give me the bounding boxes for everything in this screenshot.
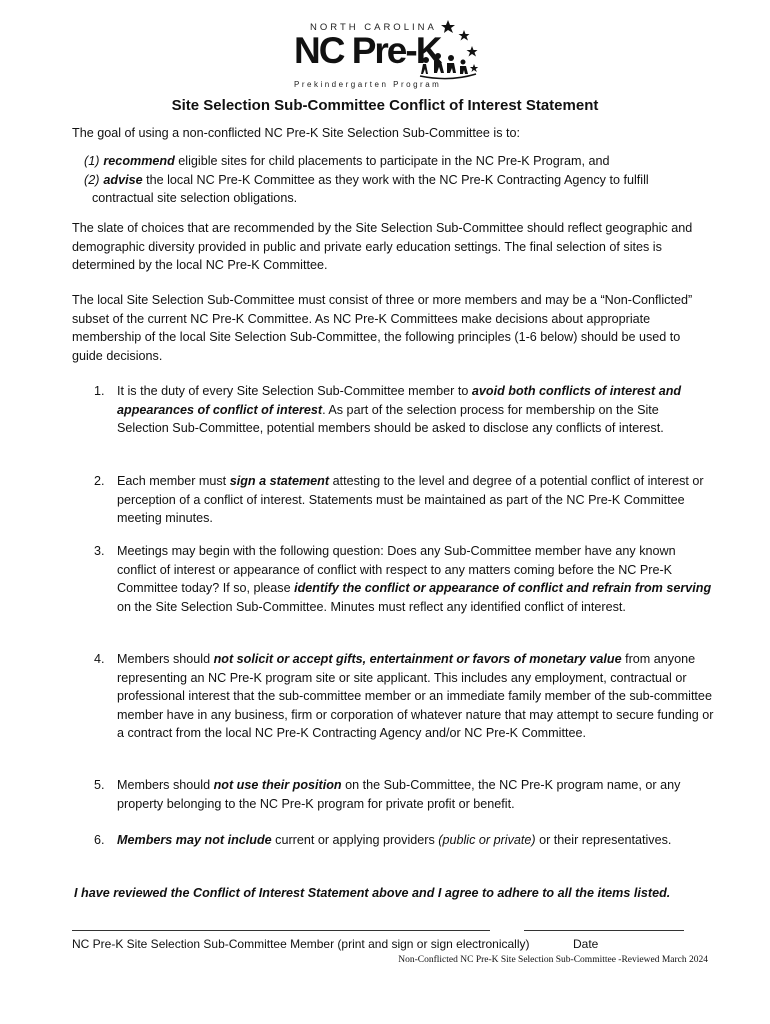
principle-italic: (public or private)	[438, 833, 536, 847]
principle-number: 3.	[94, 544, 105, 558]
principle-number: 4.	[94, 652, 105, 666]
logo-top-text: NORTH CAROLINA	[310, 22, 437, 33]
nc-prek-logo	[288, 16, 488, 98]
purpose-continuation: contractual site selection obligations.	[92, 191, 298, 205]
principle-text: on the Sub-Committee, the NC Pre-K program name, or any property belonging to the NC Pre-K program for private profit or benefit.	[117, 778, 681, 811]
page-footer: Non-Conflicted NC Pre-K Site Selection Sub-Committee -Reviewed March 2024	[398, 955, 708, 965]
principle-text: Each member must	[117, 474, 230, 488]
document-title: Site Selection Sub-Committee Conflict of Interest Statement	[171, 97, 599, 114]
principle-text: or their representatives.	[535, 833, 672, 847]
slate-paragraph: The slate of choices that are recommended by the Site Selection Sub-Committee should reflect geographic and demographic diversity provided in public and private early education settings. The final selection of sites is determined by the local NC Pre-K Committee.	[72, 221, 693, 272]
principle-item-2	[94, 472, 714, 528]
principle-text: . As part of the selection process for membership on the Site Selection Sub-Committee, potential members should be asked to disclose any conflicts of interest.	[117, 402, 664, 435]
principle-text: from anyone representing an NC Pre-K program site or site applicant. This includes any employment, contractual or professional interest that the sub-committee member or an immediate family member of the sub-committee member have in any business, firm or corporation of whatever nature that may attempt to secure funding or a contract from the local NC Pre-K Contracting Agency and/or NC Pre-K Committee.	[117, 652, 714, 740]
principle-text: Members should	[117, 652, 214, 666]
purpose-text: the local NC Pre-K Committee as they work with the NC Pre-K Contracting Agency to fulfill	[142, 172, 649, 187]
principle-item-1	[94, 382, 714, 438]
logo-main-text: NC Pre-K	[294, 30, 441, 71]
purpose-list	[84, 152, 714, 208]
purpose-label: (2)	[84, 172, 100, 187]
logo-sub-text: Prekindergarten Program	[294, 80, 442, 89]
principle-text: It is the duty of every Site Selection Sub-Committee member to	[117, 384, 472, 398]
purpose-keyword: recommend	[103, 154, 175, 168]
agreement-statement: I have reviewed the Conflict of Interest Statement above and I agree to adhere to all the items listed.	[74, 886, 671, 900]
purpose-item	[84, 152, 714, 171]
principle-emphasis: identify the conflict or appearance of conflict and refrain from serving	[294, 581, 712, 595]
principle-emphasis: not use their position	[213, 778, 342, 792]
purpose-text: eligible sites for child placements to participate in the NC Pre-K Program, and	[174, 154, 610, 168]
principle-text: Meetings may begin with the following question: Does any Sub-Committee member have any known conflict of interest or appearance of conflict with respect to any matters coming before the NC Pre-K Committee today? If so, please	[117, 544, 676, 595]
principle-emphasis: avoid both conflicts of interest and appearances of conflict of interest	[117, 384, 682, 417]
membership-paragraph: The local Site Selection Sub-Committee must consist of three or more members and may be a “Non-Conflicted” subset of the current NC Pre-K Committee. As NC Pre-K Committees make decisions about appropriate membership of the local Site Selection Sub-Committee, the following principles (1-6 below) should be used to guide decisions.	[72, 293, 693, 363]
date-line[interactable]	[524, 930, 684, 931]
principle-number: 6.	[94, 833, 105, 847]
principle-number: 2.	[94, 474, 105, 488]
purpose-label: (1)	[84, 154, 100, 168]
principle-text: attesting to the level and degree of a potential conflict of interest or perception of a conflict of interest. Statements must be maintained as part of the NC Pre-K Committee meeting minutes.	[117, 474, 704, 525]
principle-text: Members should	[117, 778, 214, 792]
principle-item-6	[94, 831, 714, 850]
principle-emphasis: not solicit or accept gifts, entertainment or favors of monetary value	[213, 652, 622, 666]
date-label: Date	[573, 937, 599, 951]
principle-text: current or applying providers	[271, 833, 439, 847]
principle-item-4	[94, 650, 714, 743]
purpose-keyword: advise	[103, 172, 143, 187]
principle-number: 1.	[94, 384, 105, 398]
principle-number: 5.	[94, 778, 105, 792]
principle-text: on the Site Selection Sub-Committee. Minutes must reflect any identified conflict of interest.	[117, 599, 626, 614]
signature-line[interactable]	[72, 930, 490, 931]
principle-item-3	[94, 542, 714, 616]
purpose-item	[84, 171, 714, 190]
principle-item-5	[94, 776, 714, 813]
principle-emphasis: sign a statement	[229, 474, 330, 488]
signature-label: NC Pre-K Site Selection Sub-Committee Member (print and sign or sign electronically)	[72, 937, 530, 951]
intro-paragraph: The goal of using a non-conflicted NC Pre-K Site Selection Sub-Committee is to:	[72, 126, 520, 140]
principle-emphasis: Members may not include	[117, 833, 272, 847]
